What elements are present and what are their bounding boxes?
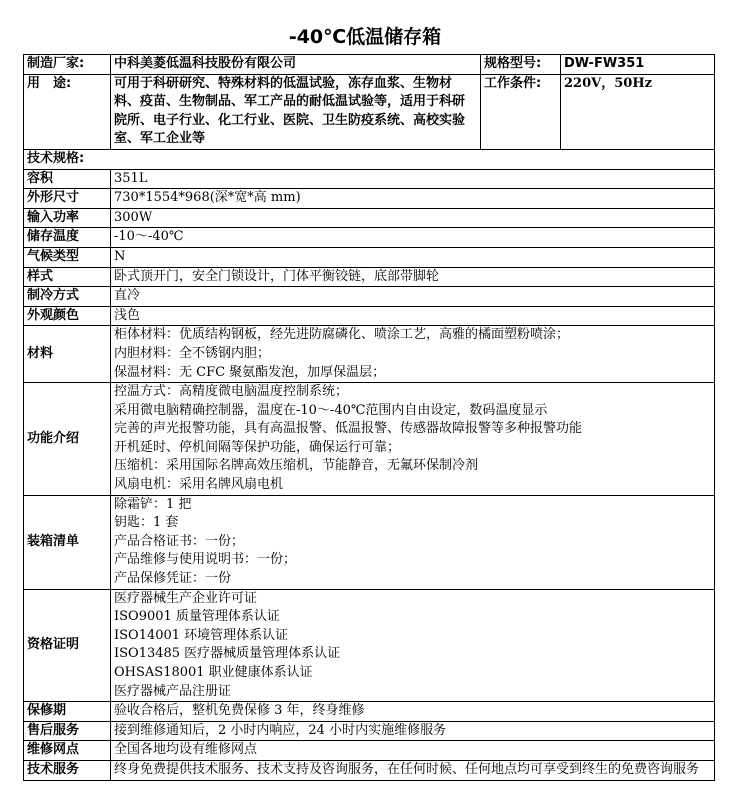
spec-row [24,495,715,589]
spec-value-line: 浅色 [114,307,141,323]
spec-label: 售后服务 [24,721,111,741]
spec-label: 功能介绍 [24,383,111,496]
condition-value: 220V，50Hz [561,74,715,149]
spec-value [111,721,715,741]
spec-row [24,589,715,702]
spec-label: 外观颜色 [24,306,111,326]
spec-value [111,741,715,761]
spec-value-line: 除霜铲：1 把 [114,496,192,512]
spec-value [111,247,715,267]
spec-value [111,760,715,780]
spec-value-line: 验收合格后，整机免费保修 3 年，终身维修 [114,703,365,719]
spec-value [111,267,715,287]
spec-row [24,189,715,209]
spec-value [111,702,715,722]
spec-label: 保修期 [24,702,111,722]
model-label: 规格型号: [481,55,561,75]
spec-row [24,169,715,189]
usage-value: 可用于科研研究、特殊材料的低温试验，冻存血浆、生物材料、疫苗、生物制品、军工产品的耐低温试验等，适用于科研院所、电子行业、化工行业、医院、卫生防疫系统、高校实验室、军工企业等 [111,74,481,149]
spec-value [111,326,715,383]
spec-value-line: 保温材料：无 CFC 聚氨酯发泡，加厚保温层； [114,364,386,380]
spec-value-line: 钥匙：1 套 [114,515,179,531]
spec-value-line: 730*1554*968(深*宽*高 mm) [114,190,301,206]
spec-value-line: 产品保修凭证：一份 [114,571,232,587]
model-value: DW-FW351 [561,55,715,75]
spec-value [111,383,715,496]
spec-value-line: 产品维修与使用说明书：一份； [114,552,297,568]
spec-value [111,495,715,589]
spec-row [24,228,715,248]
spec-value-line: 终身免费提供技术服务、技术支持及咨询服务，在任何时候、任何地点均可享受到终生的免费咨询服务 [114,761,700,777]
spec-value-line: 内胆材料：全不锈钢内胆； [114,345,271,361]
spec-value-line: OHSAS18001 职业健康体系认证 [114,665,313,680]
spec-label: 制冷方式 [24,287,111,307]
spec-row [24,306,715,326]
spec-row [24,383,715,496]
manufacturer-value: 中科美菱低温科技股份有限公司 [111,55,481,75]
spec-row [24,702,715,722]
spec-heading: 技术规格: [24,149,715,169]
condition-label: 工作条件: [481,74,561,149]
spec-value-line: -10～-40℃ [114,229,184,245]
manufacturer-label: 制造厂家: [24,55,111,75]
spec-row [24,741,715,761]
spec-value-line: 接到维修通知后，2 小时内响应，24 小时内实施维修服务 [114,722,447,738]
spec-table [23,54,715,781]
spec-row [24,760,715,780]
spec-label: 技术服务 [24,760,111,780]
spec-value-line: 300W [114,209,153,225]
spec-label: 维修网点 [24,741,111,761]
spec-label: 材料 [24,326,111,383]
spec-value-line: 351L [114,170,148,186]
spec-value-line: 全国各地均设有维修网点 [114,742,258,758]
usage-label: 用 途: [24,74,111,149]
spec-body [24,169,715,780]
spec-row [24,267,715,287]
spec-value-line: 风扇电机：采用名牌风扇电机 [114,477,284,493]
spec-value [111,189,715,209]
spec-value-line: 卧式顶开门，安全门锁设计，门体平衡铰链，底部带脚轮 [114,268,440,284]
spec-value-line: 压缩机：采用国际名牌高效压缩机，节能静音，无氟环保制冷剂 [114,458,479,474]
spec-value [111,306,715,326]
spec-value-line: 柜体材料：优质结构钢板，经先进防腐磷化、喷涂工艺，高雅的橘面塑粉喷涂； [114,327,570,343]
spec-value-line: 医疗器械产品注册证 [114,683,232,699]
spec-value-line: 直冷 [114,288,141,304]
spec-value [111,589,715,702]
spec-value-line: 产品合格证书：一份； [114,533,245,549]
spec-label: 装箱清单 [24,495,111,589]
spec-value-line: 开机延时、停机间隔等保护功能，确保运行可靠； [114,439,401,455]
spec-value-line: 控温方式：高精度微电脑温度控制系统； [114,384,349,400]
spec-row [24,208,715,228]
spec-value-line: ISO13485 医疗器械质量管理体系认证 [114,646,341,662]
spec-label: 输入功率 [24,208,111,228]
spec-value-line: ISO14001 环境管理体系认证 [114,627,289,643]
manufacturer-row [24,55,715,75]
spec-label: 储存温度 [24,228,111,248]
spec-value-line: ISO9001 质量管理体系认证 [114,609,280,625]
page-title: -40℃低温储存箱 [288,26,442,48]
usage-row [24,74,715,149]
spec-value [111,208,715,228]
spec-label: 气候类型 [24,247,111,267]
spec-label: 外形尺寸 [24,189,111,209]
spec-label: 容积 [24,169,111,189]
spec-label: 资格证明 [24,589,111,702]
spec-value-line: N [114,248,126,264]
spec-row [24,247,715,267]
spec-value-line: 医疗器械生产企业许可证 [114,590,258,606]
spec-value-line: 完善的声光报警功能，具有高温报警、低温报警、传感器故障报警等多种报警功能 [114,421,583,437]
spec-value [111,169,715,189]
spec-row [24,287,715,307]
spec-row [24,326,715,383]
spec-value-line: 采用微电脑精确控制器，温度在-10～-40℃范围内自由设定，数码温度显示 [114,402,548,418]
spec-label: 样式 [24,267,111,287]
spec-value [111,228,715,248]
spec-value [111,287,715,307]
spec-row [24,721,715,741]
spec-heading-row [24,149,715,169]
